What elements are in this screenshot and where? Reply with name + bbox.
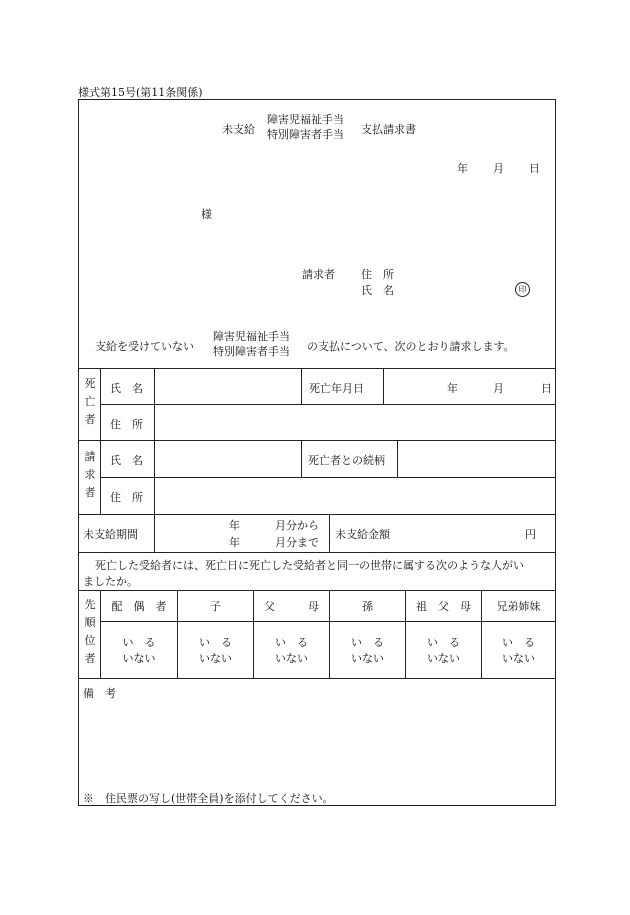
- priority-option-siblings[interactable]: い る いない: [502, 636, 535, 665]
- priority-option-spouse[interactable]: い る いない: [122, 636, 156, 665]
- header-date-day: 日: [529, 162, 540, 175]
- relation-label: 死亡者との続柄: [308, 454, 385, 467]
- rule-deceased-bottom: [79, 440, 555, 441]
- unpaid-period-label: 未支給期間: [83, 528, 138, 541]
- deceased-section-label: 死 亡 者: [84, 377, 96, 426]
- remarks-label: 備 考: [83, 687, 116, 700]
- priority-section-label: 先 順 位 者: [84, 598, 96, 665]
- rule-period-bottom: [79, 552, 555, 553]
- period-from-year: 年: [229, 519, 240, 532]
- rule-priority-bottom: [79, 678, 555, 679]
- amount-unit: 円: [525, 528, 536, 541]
- statement-allowance-group: [213, 329, 290, 359]
- unpaid-amount-label: 未支給金額: [335, 528, 390, 541]
- priority-col-parents: 父 母: [264, 600, 319, 613]
- addressee-suffix: 様: [201, 208, 212, 221]
- attachment-note: ※ 住民票の写し(世帯全員)を添付してください。: [83, 792, 334, 805]
- rule-priority-header: [100, 621, 555, 622]
- priority-col-siblings: 兄弟姉妹: [496, 600, 541, 613]
- title-prefix: 未支給: [222, 123, 255, 136]
- death-date-day: 日: [541, 382, 552, 395]
- death-date-label: 死亡年月日: [309, 382, 364, 395]
- rule-relation-right: [397, 440, 398, 477]
- rule-relation-left: [301, 440, 302, 477]
- rule-death-date-left: [301, 368, 302, 404]
- rule-deceased-mid: [100, 404, 555, 405]
- statement-prefix: 支給を受けていない: [95, 340, 194, 353]
- priority-option-grandparents[interactable]: い る いない: [427, 636, 460, 665]
- claimant-name-label: 氏 名: [361, 284, 394, 297]
- priority-col-child: 子: [210, 600, 221, 613]
- claimant-label: 請求者: [302, 268, 335, 281]
- rule-period-label: [154, 514, 155, 552]
- rule-header-bottom: [79, 368, 555, 369]
- title-allowance-group: [267, 112, 344, 142]
- period-to-year: 年: [229, 536, 240, 549]
- header-date-month: 月: [493, 162, 504, 175]
- requester-section-label: 請 求 者: [84, 450, 96, 499]
- rule-section-col: [100, 368, 101, 514]
- statement-suffix: の支払について、次のとおり請求します。: [307, 340, 515, 353]
- deceased-address-label: 住 所: [110, 418, 143, 431]
- priority-col-spouse: 配 偶 者: [111, 600, 167, 613]
- seal-mark: 印: [515, 282, 530, 297]
- priority-col-grandparents: 祖 父 母: [416, 600, 471, 613]
- death-date-month: 月: [493, 382, 504, 395]
- rule-death-date-right: [383, 368, 384, 404]
- priority-option-child[interactable]: い る いない: [199, 636, 232, 665]
- rule-amount-left: [329, 514, 330, 552]
- rule-question-bottom: [79, 590, 555, 591]
- period-to-month: 月分まで: [275, 536, 319, 549]
- requester-name-label: 氏 名: [110, 454, 143, 467]
- priority-option-grandchild[interactable]: い る いない: [351, 636, 384, 665]
- rule-label-col: [154, 368, 155, 514]
- claim-form: [78, 99, 556, 806]
- question-line-2: ましたか。: [83, 575, 138, 588]
- rule-requester-bottom: [79, 514, 555, 515]
- title-allowance-1: 障害児福祉手当: [267, 113, 344, 126]
- deceased-name-label: 氏 名: [110, 382, 143, 395]
- death-date-year: 年: [447, 382, 458, 395]
- period-from-month: 月分から: [275, 519, 319, 532]
- question-line-1: 死亡した受給者には、死亡日に死亡した受給者と同一の世帯に属する次のような人がい: [95, 559, 524, 572]
- statement-allowance-2: 特別障害者手当: [213, 345, 290, 358]
- header-date-year: 年: [457, 162, 468, 175]
- priority-option-parents[interactable]: い る いない: [275, 636, 308, 665]
- form-number: 様式第15号(第11条関係): [78, 86, 203, 99]
- title-allowance-2: 特別障害者手当: [267, 128, 344, 141]
- statement-allowance-1: 障害児福祉手当: [213, 330, 290, 343]
- requester-address-label: 住 所: [110, 491, 143, 504]
- rule-requester-mid: [100, 477, 555, 478]
- title-suffix: 支払請求書: [361, 123, 416, 136]
- claimant-address-label: 住 所: [361, 268, 394, 281]
- priority-col-grandchild: 孫: [362, 600, 373, 613]
